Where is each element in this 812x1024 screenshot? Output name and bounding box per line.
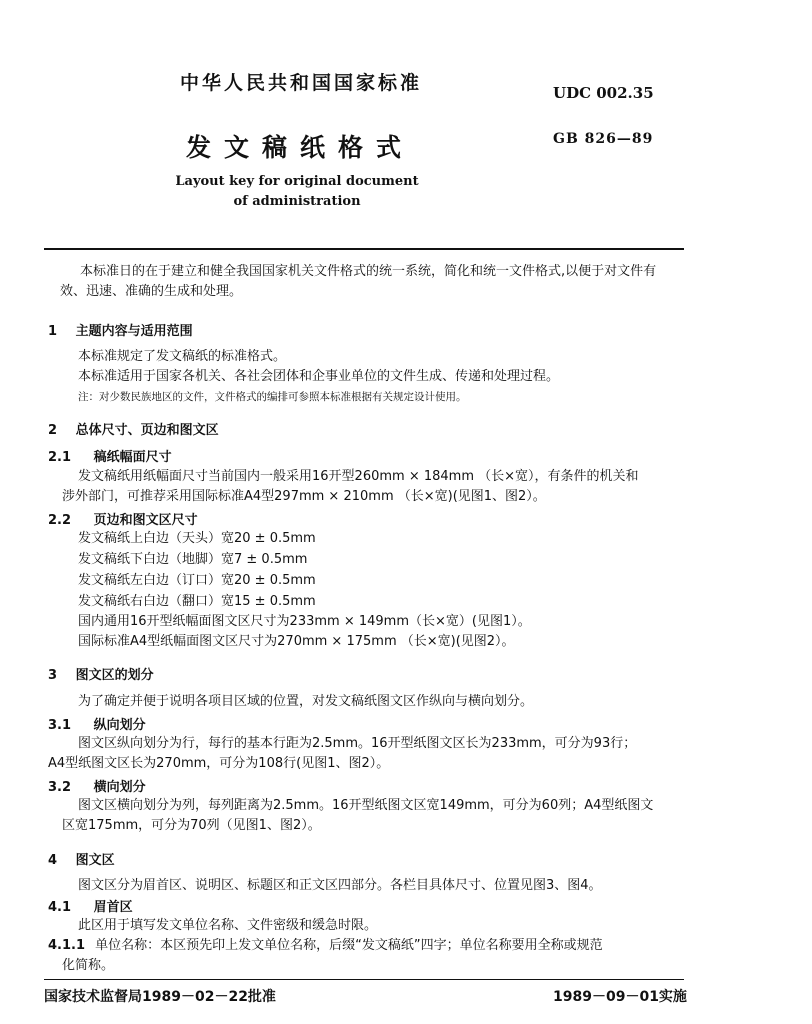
section-4-1-heading — [48, 896, 133, 915]
section-title: 页边和图文区尺寸 — [93, 513, 198, 528]
area-16k-line: 国内通用16开型纸幅面图文区尺寸为233mm × 149mm（长×宽）(见图1）。 — [78, 614, 531, 629]
margin-top-line: 发文稿纸上白边（天头）宽20 ± 0.5mm — [78, 531, 316, 546]
section-title: 图文区 — [75, 853, 115, 868]
english-title-line-2: of administration — [233, 194, 361, 209]
udc-number: UDC 002.35 — [553, 84, 654, 102]
section-number: 4 — [48, 853, 58, 868]
margin-bottom-line: 发文稿纸下白边（地脚）宽7 ± 0.5mm — [78, 552, 308, 567]
section-4-heading — [48, 849, 115, 868]
gb-number: GB 826—89 — [553, 131, 654, 147]
margin-left-line: 发文稿纸左白边（订口）宽20 ± 0.5mm — [78, 573, 316, 588]
section-title: 主题内容与适用范围 — [75, 324, 193, 339]
section-number: 2.1 — [48, 450, 72, 465]
section-3-2-line-2: 区宽175mm，可分为70列（见图1、图2）。 — [62, 818, 321, 833]
section-number: 4.1 — [48, 900, 72, 915]
section-4-1-1-line-1 — [48, 936, 603, 956]
footer-divider — [44, 979, 684, 980]
implementation-date: 1989－09－01实施 — [553, 989, 687, 1005]
section-number: 2.2 — [48, 513, 72, 528]
section-4-paragraph: 图文区分为眉首区、说明区、标题区和正文区四部分。各栏目具体尺寸、位置见图3、图4。 — [78, 878, 602, 893]
section-4-1-paragraph: 此区用于填写发文单位名称、文件密级和缓急时限。 — [78, 918, 378, 933]
header-divider — [44, 248, 684, 250]
intro-paragraph: 本标准日的在于建立和健全我国国家机关文件格式的统一系统，简化和统一文件格式,以便于对文件有效、迅速、准确的生成和处理。 — [60, 264, 657, 299]
area-a4-line: 国际标准A4型纸幅面图文区尺寸为270mm × 175mm （长×宽)(见图2）。 — [78, 634, 515, 649]
section-3-2-heading — [48, 776, 146, 795]
section-2-1-line-1: 发文稿纸用纸幅面尺寸当前国内一般采用16开型260mm × 184mm （长×宽），有条件的机关和 — [78, 469, 639, 484]
section-2-heading — [48, 419, 219, 438]
section-1-heading — [48, 320, 193, 339]
section-2-2-heading — [48, 509, 198, 528]
section-4-1-1-text: 单位名称：本区预先印上发文单位名称，后缀“发文稿纸”四字；单位名称要用全称或规范 — [95, 938, 603, 953]
section-title: 稿纸幅面尺寸 — [93, 450, 172, 465]
section-number: 4.1.1 — [48, 938, 86, 953]
section-number: 3 — [48, 668, 58, 683]
section-1-paragraph-1: 本标准规定了发文稿纸的标准格式。 — [78, 349, 287, 364]
section-3-1-line-1: 图文区纵向划分为行，每行的基本行距为2.5mm。16开型纸图文区长为233mm，可分为93行； — [78, 736, 637, 751]
section-title: 总体尺寸、页边和图文区 — [75, 423, 219, 438]
section-number: 2 — [48, 423, 58, 438]
section-2-1-heading — [48, 446, 172, 465]
margin-right-line: 发文稿纸右白边（翻口）宽15 ± 0.5mm — [78, 594, 316, 609]
section-1-note: 注：对少数民族地区的文件，文件格式的编排可参照本标准根据有关规定设计使用。 — [78, 391, 467, 403]
section-number: 3.2 — [48, 780, 72, 795]
section-title: 纵向划分 — [93, 718, 146, 733]
english-title-line-1: Layout key for original document — [175, 174, 419, 189]
section-number: 1 — [48, 324, 58, 339]
section-3-1-line-2: A4型纸图文区长为270mm，可分为108行(见图1、图2）。 — [48, 756, 390, 771]
section-3-paragraph: 为了确定并便于说明各项目区域的位置，对发文稿纸图文区作纵向与横向划分。 — [78, 694, 534, 709]
document-title: 发文稿纸格式 — [186, 133, 415, 162]
section-title: 眉首区 — [93, 900, 133, 915]
section-3-2-line-1: 图文区横向划分为列，每列距离为2.5mm。16开型纸图文区宽149mm，可分为60列；A4型纸图文 — [78, 798, 654, 813]
section-3-heading — [48, 664, 154, 683]
section-1-paragraph-2: 本标准适用于国家各机关、各社会团体和企事业单位的文件生成、传递和处理过程。 — [78, 369, 560, 384]
english-title — [172, 172, 422, 212]
section-2-1-line-2: 涉外部门，可推荐采用国际标准A4型297mm × 210mm （长×宽)(见图1、图2）。 — [62, 489, 546, 504]
section-4-1-1-line-2: 化简称。 — [62, 958, 115, 973]
section-title: 图文区的划分 — [75, 668, 154, 683]
standard-name: 中华人民共和国国家标准 — [180, 72, 423, 94]
approval-line: 国家技术监督局1989－02－22批准 — [44, 989, 276, 1005]
section-number: 3.1 — [48, 718, 72, 733]
section-3-1-heading — [48, 714, 146, 733]
section-title: 横向划分 — [93, 780, 146, 795]
